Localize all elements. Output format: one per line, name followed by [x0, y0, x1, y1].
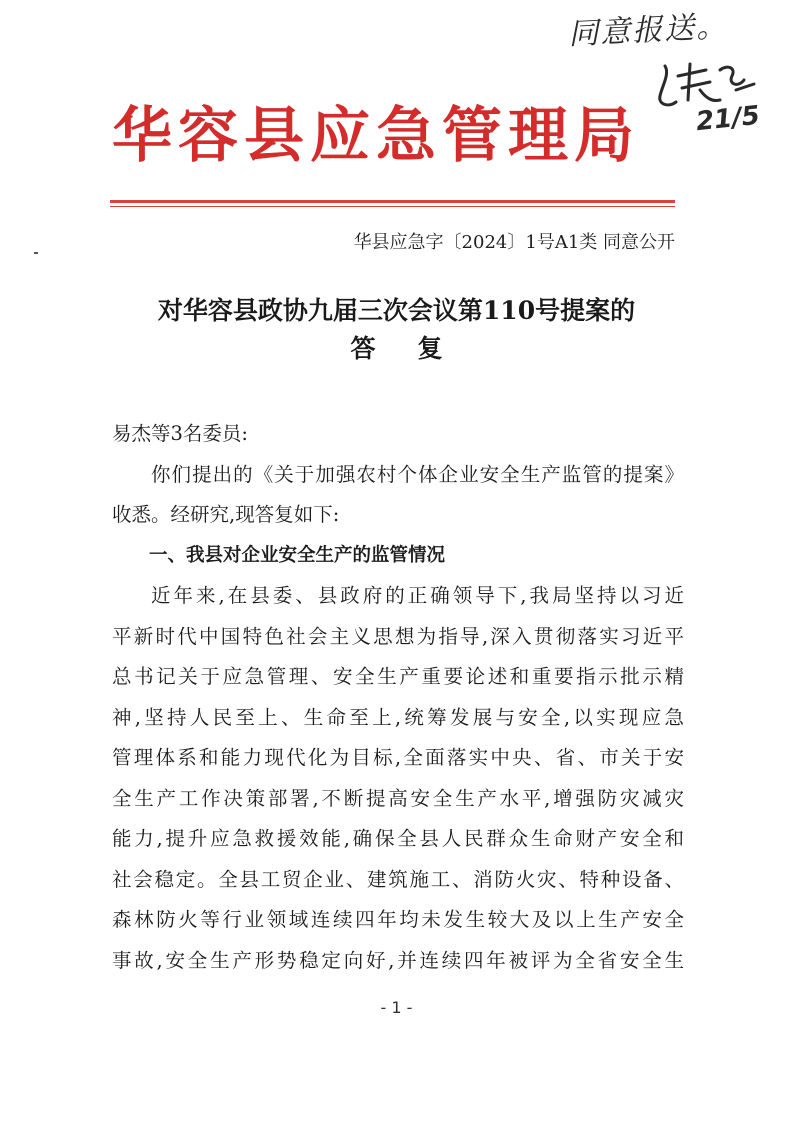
paragraph-line: 神,坚持人民至上、生命至上,统筹发展与安全,以实现应急 [112, 705, 684, 729]
header-divider-thick [110, 200, 675, 203]
document-body [112, 414, 684, 981]
paragraph-line: 管理体系和能力现代化为目标,全面落实中央、省、市关于安 [112, 746, 684, 769]
document-number: 华县应急字〔2024〕1号A1类 同意公开 [353, 232, 675, 253]
scan-speck [34, 252, 38, 254]
agency-title: 华容县应急管理局 [112, 101, 640, 171]
section-heading: 一、我县对企业安全生产的监管情况 [149, 544, 446, 566]
page-number: - 1 - [380, 998, 413, 1017]
header-divider-thin [110, 206, 675, 207]
paragraph-line: 社会稳定。全县工贸企业、建筑施工、消防火灾、特种设备、 [112, 867, 684, 891]
paragraph-line: 事故,安全生产形势稳定向好,并连续四年被评为全省安全生 [112, 948, 684, 972]
document-title [100, 292, 693, 368]
intro-line-2: 收悉。经研究,现答复如下: [112, 503, 340, 526]
salutation: 易杰等3名委员: [112, 422, 248, 445]
paragraph-line: 平新时代中国特色社会主义思想为指导,深入贯彻落实习近平 [112, 624, 684, 648]
paragraph-line: 全生产工作决策部署,不断提高安全生产水平,增强防灾减灾 [112, 786, 684, 810]
paragraph-line: 近年来,在县委、县政府的正确领导下,我局坚持以习近 [151, 584, 684, 607]
title-line-2: 答复 [350, 334, 485, 363]
handwritten-approval-note: 同意报送。 [567, 8, 730, 53]
paragraph-line: 能力,提升应急救援效能,确保全县人民群众生命财产安全和 [112, 827, 684, 850]
paragraph-line: 森林防火等行业领域连续四年均未发生较大及以上生产安全 [112, 908, 684, 931]
intro-line-1: 你们提出的《关于加强农村个体企业安全生产监管的提案》 [151, 462, 684, 486]
paragraph-line: 总书记关于应急管理、安全生产重要论述和重要指示批示精 [112, 665, 684, 688]
title-line-1: 对华容县政协九届三次会议第110号提案的 [157, 296, 636, 325]
handwritten-date: 21/5 [694, 100, 762, 138]
